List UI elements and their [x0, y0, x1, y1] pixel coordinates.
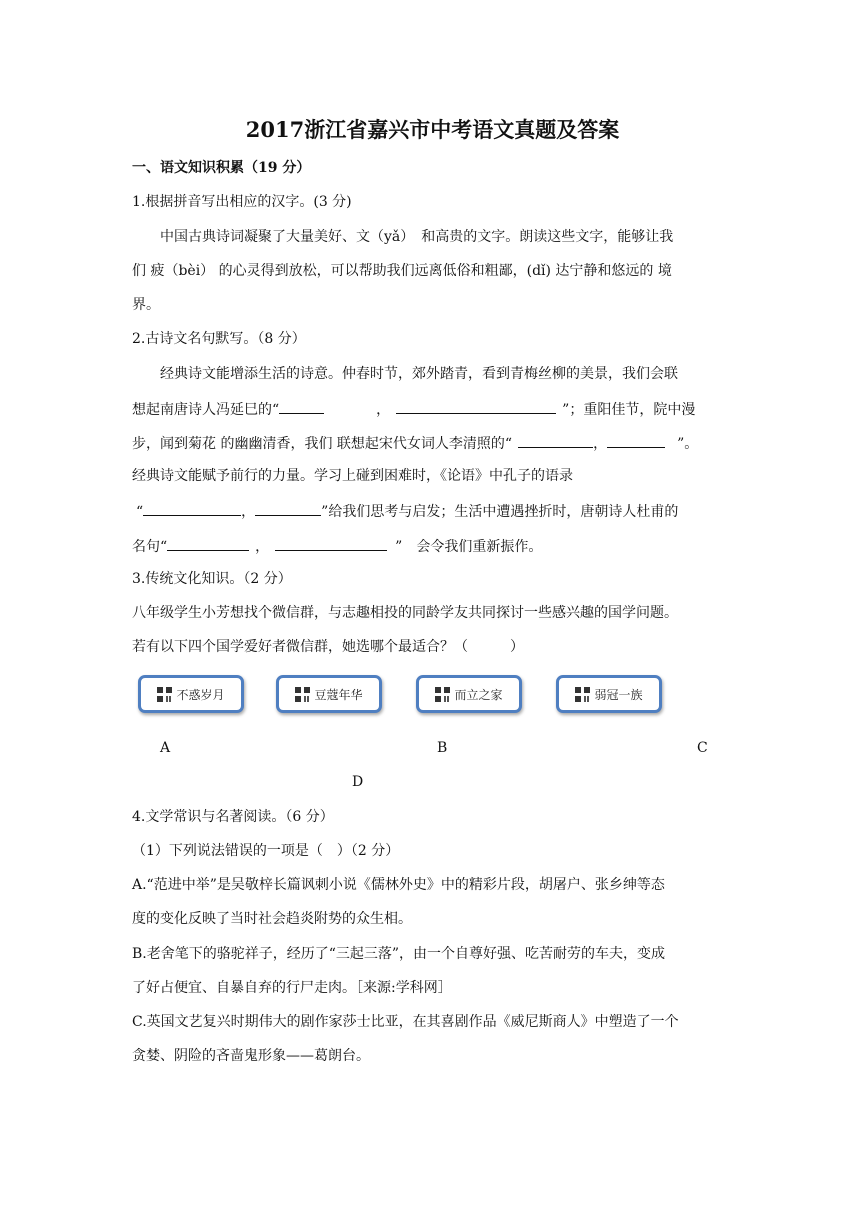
q1-text-line: 中国古典诗词凝聚了大量美好、文（yǎ） 和高贵的文字。朗读这些文字，能够让我	[160, 229, 674, 245]
q2-text-line: 经典诗文能赋予前行的力量。学习上碰到困难时，《论语》中孔子的语录	[132, 468, 573, 484]
group-name: 不惑岁月	[176, 687, 225, 702]
q1-heading: 1.根据拼音写出相应的汉字。(3 分)	[132, 194, 352, 210]
answer-blank[interactable]	[396, 398, 556, 414]
wechat-group-card-d	[556, 675, 662, 713]
q2-text: ，	[376, 402, 391, 418]
answer-blank[interactable]	[167, 535, 249, 551]
group-name: 豆蔻年华	[314, 687, 363, 702]
q4-option-line: C.英国文艺复兴时期伟大的剧作家莎士比亚，在其喜剧作品《威尼斯商人》中塑造了一个	[132, 1014, 679, 1030]
q4-option-line: A.“范进中举”是吴敬梓长篇讽刺小说《儒林外史》中的精彩片段，胡屠户、张乡绅等态	[132, 877, 665, 893]
q1-text-line: 界。	[132, 297, 160, 313]
option-label-a: A	[160, 740, 171, 756]
q2-fill-line	[136, 500, 678, 522]
q2-fill-line	[132, 398, 695, 420]
q1-text-line: 们 疲（bèi） 的心灵得到放松，可以帮助我们远离低俗和粗鄙，(dǐ) 达宁静和悠远的 境	[132, 263, 672, 279]
wechat-group-card-b	[276, 675, 382, 713]
answer-blank[interactable]	[518, 432, 593, 448]
answer-blank[interactable]	[275, 535, 387, 551]
q2-text: ” 会令我们重新振作。	[395, 539, 543, 555]
section-heading: 一、语文知识积累（19 分）	[132, 160, 311, 176]
q4-heading: 4.文学常识与名著阅读。（6 分）	[132, 809, 334, 825]
q2-text: ，	[241, 504, 256, 520]
q4-option-line: 贪婪、阴险的吝啬鬼形象——葛朗台。	[132, 1048, 370, 1064]
option-label-b: B	[437, 740, 448, 756]
q2-text: ，	[255, 539, 270, 555]
q4-option-line: 度的变化反映了当时社会趋炎附势的众生相。	[132, 911, 412, 927]
q3-text-line: 八年级学生小芳想找个微信群，与志趣相投的同龄学友共同探讨一些感兴趣的国学问题。	[132, 605, 678, 621]
q3-text-line: 若有以下四个国学爱好者微信群，她选哪个最适合？（ ）	[132, 639, 524, 655]
answer-blank[interactable]	[255, 500, 321, 516]
q2-text: “	[136, 504, 144, 520]
option-label-c: C	[697, 740, 708, 756]
qr-code-icon	[157, 687, 172, 702]
q2-text: ，	[593, 436, 608, 452]
q4-subquestion: （1）下列说法错误的一项是（ ）（2 分）	[132, 843, 400, 859]
qr-code-icon	[435, 687, 450, 702]
q3-heading: 3.传统文化知识。（2 分）	[132, 571, 292, 587]
q2-fill-line	[132, 432, 698, 454]
q4-option-line: B.老舍笔下的骆驼祥子，经历了“三起三落”，由一个自尊好强、吃苦耐劳的车夫，变成	[132, 946, 666, 962]
page-title: 2017浙江省嘉兴市中考语文真题及答案	[245, 117, 620, 142]
answer-blank[interactable]	[607, 432, 665, 448]
qr-code-icon	[575, 687, 590, 702]
q2-text: ”。	[677, 436, 699, 452]
q2-heading: 2.古诗文名句默写。（8 分）	[132, 331, 306, 347]
q2-fill-line	[132, 535, 542, 557]
answer-blank[interactable]	[143, 500, 241, 516]
q2-text-line: 经典诗文能增添生活的诗意。仲春时节，郊外踏青，看到青梅丝柳的美景，我们会联	[160, 366, 678, 382]
wechat-group-card-a	[138, 675, 244, 713]
group-name: 弱冠一族	[594, 687, 643, 702]
option-label-d: D	[352, 774, 364, 790]
qr-code-icon	[295, 687, 310, 702]
wechat-group-card-c	[416, 675, 522, 713]
q2-text: 步，闻到菊花 的幽幽清香，我们 联想起宋代女词人李清照的“	[132, 436, 513, 452]
group-name: 而立之家	[454, 687, 503, 702]
answer-blank[interactable]	[279, 398, 324, 414]
q2-text: ”给我们思考与启发；生活中遭遇挫折时，唐朝诗人杜甫的	[321, 504, 679, 520]
q2-text: 名句“	[132, 539, 168, 555]
q4-option-line: 了好占便宜、自暴自弃的行尸走肉。［来源:学科网］	[132, 980, 452, 996]
q2-text: 想起南唐诗人冯延巳的“	[132, 402, 280, 418]
q2-text: ”；重阳佳节，院中漫	[562, 402, 696, 418]
